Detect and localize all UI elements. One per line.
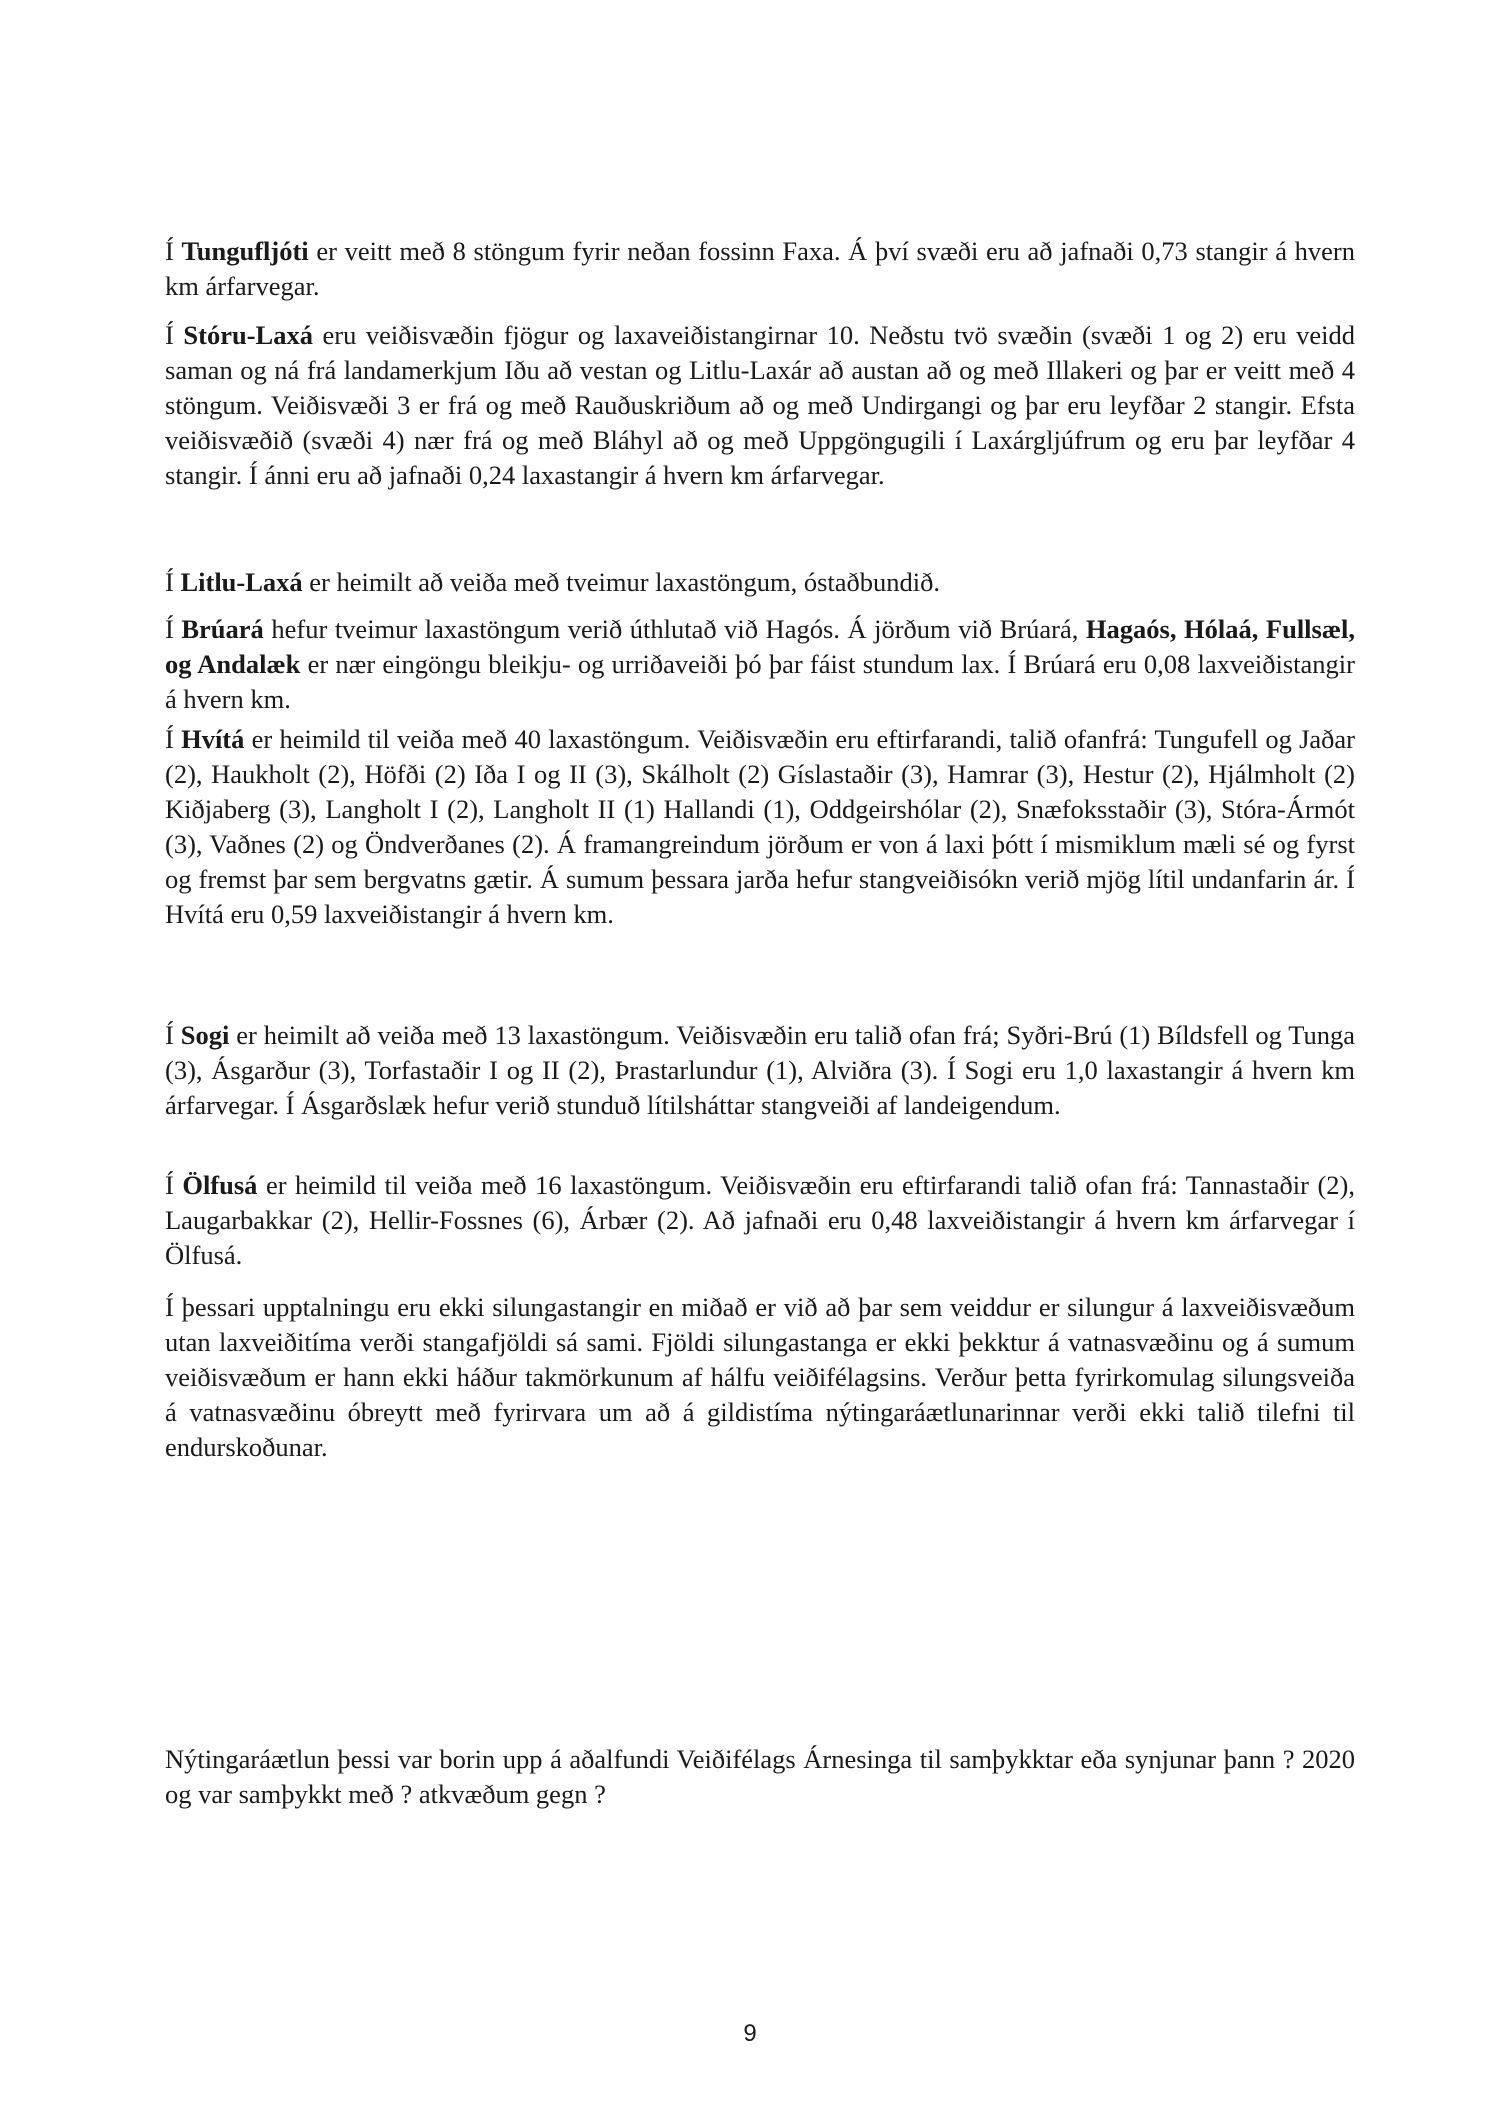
paragraph-tungufljot [165, 234, 1355, 304]
text-segment: er nær eingöngu bleikju- og urriðaveiði þó þar fáist stundum lax. Í Brúará eru 0,08 laxveiðistangir á hvern km. [165, 649, 1355, 714]
text-segment: er heimilt að veiða með 13 laxastöngum. Veiðisvæðin eru talið ofan frá; Syðri-Brú (1) Bíldsfell og Tunga (3), Ásgarður (3), Torfastaðir I og II (2), Þrastarlundur (1), Alviðra (3). Í Sogi eru 1,0 laxastangir á hvern km árfarvegar. Í Ásgarðslæk hefur verið stunduð lítilsháttar stangveiði af landeigendum. [165, 1020, 1355, 1120]
bold-place-name: Ölfusá [182, 1170, 258, 1200]
text-segment: Í [165, 1020, 181, 1050]
text-segment: eru veiðisvæðin fjögur og laxaveiðistangirnar 10. Neðstu tvö svæðin (svæði 1 og 2) eru veidd saman og ná frá landamerkjum Iðu að vestan og Litlu-Laxár að austan að og með Illakeri og þar er veitt með 4 stöngum. Veiðisvæði 3 er frá og með Rauðuskriðum að og með Undirgangi og þar eru leyfðar 2 stangir. Efsta veiðisvæðið (svæði 4) nær frá og með Bláhyl að og með Uppgöngugili í Laxárgljúfrum og eru þar leyfðar 4 stangir. Í ánni eru að jafnaði 0,24 laxastangir á hvern km árfarvegar. [165, 320, 1355, 490]
text-segment: er veitt með 8 stöngum fyrir neðan fossinn Faxa. Á því svæði eru að jafnaði 0,73 stangir á hvern km árfarvegar. [165, 236, 1356, 301]
text-segment: hefur tveimur laxastöngum verið úthlutað við Hagós. Á jörðum við Brúará, [263, 614, 1086, 644]
bold-place-name: Hagaós, Hólaá, Fullsæl, og Andalæk [165, 614, 1355, 679]
text-segment: er heimild til veiða með 16 laxastöngum. Veiðisvæðin eru eftirfarandi talið ofan frá: Tannastaðir (2), Laugarbakkar (2), Hellir-Fossnes (6), Árbær (2). Að jafnaði eru 0,48 laxveiðistangir á hvern km árfarvegar í Ölfusá. [165, 1170, 1355, 1270]
page-number: 9 [743, 2020, 757, 2047]
text-segment: Í [165, 1170, 183, 1200]
bold-place-name: Brúará [181, 614, 264, 644]
text-segment: er heimild til veiða með 40 laxastöngum. Veiðisvæðin eru eftirfarandi, talið ofanfrá: Tungufell og Jaðar (2), Haukholt (2), Höfði (2) Iða I og II (3), Skálholt (2) Gíslastaðir (3), Hamrar (3), Hestur (2), Hjálmholt (2) Kiðjaberg (3), Langholt I (2), Langholt II (1) Hallandi (1), Oddgeirshólar (2), Snæfoksstaðir (3), Stóra-Ármót (3), Vaðnes (2) og Öndverðanes (2). Á framangreindum jörðum er von á laxi þótt í mismiklum mæli sé og fyrst og fremst þar sem bergvatns gætir. Á sumum þessara jarða hefur stangveiðisókn verið mjög lítil undanfarin ár. Í Hvítá eru 0,59 laxveiðistangir á hvern km. [165, 724, 1355, 929]
bold-place-name: Litlu-Laxá [180, 567, 303, 597]
paragraph-sog [165, 1018, 1355, 1123]
bold-place-name: Tungufljóti [181, 236, 309, 266]
text-segment: Í þessari upptalningu eru ekki silungastangir en miðað er við að þar sem veiddur er silungur á laxveiðisvæðum utan laxveiðitíma verði stangafjöldi sá sami. Fjöldi silungastanga er ekki þekktur á vatnasvæðinu og á sumum veiðisvæðum er hann ekki háður takmörkunum af hálfu veiðifélagsins. Verður þetta fyrirkomulag silungsveiða á vatnasvæðinu óbreytt með fyrirvara um að á gildistíma nýtingaráætlunarinnar verði ekki talið tilefni til endurskoðunar. [165, 1292, 1355, 1462]
text-segment: Í [165, 614, 182, 644]
text-segment: Nýtingaráætlun þessi var borin upp á aðalfundi Veiðifélags Árnesinga til samþykktar eða synjunar þann ? 2020 og var samþykkt með ? atkvæðum gegn ? [165, 1744, 1355, 1809]
paragraph-approval-note [165, 1742, 1355, 1812]
text-segment: Í [165, 724, 182, 754]
text-segment: Í [165, 567, 181, 597]
paragraph-litlu-laxa [165, 565, 1355, 600]
paragraph-bruara [165, 612, 1355, 717]
paragraph-hvita [165, 722, 1355, 932]
paragraph-silungastangir [165, 1290, 1355, 1465]
bold-place-name: Sogi [180, 1020, 230, 1050]
bold-place-name: Stóru-Laxá [183, 320, 313, 350]
text-segment: Í [165, 320, 184, 350]
bold-place-name: Hvítá [181, 724, 245, 754]
text-segment: er heimilt að veiða með tveimur laxastöngum, óstaðbundið. [302, 567, 941, 597]
paragraph-olfusa [165, 1168, 1355, 1273]
text-segment: Í [165, 236, 182, 266]
paragraph-storu-laxa [165, 318, 1355, 493]
